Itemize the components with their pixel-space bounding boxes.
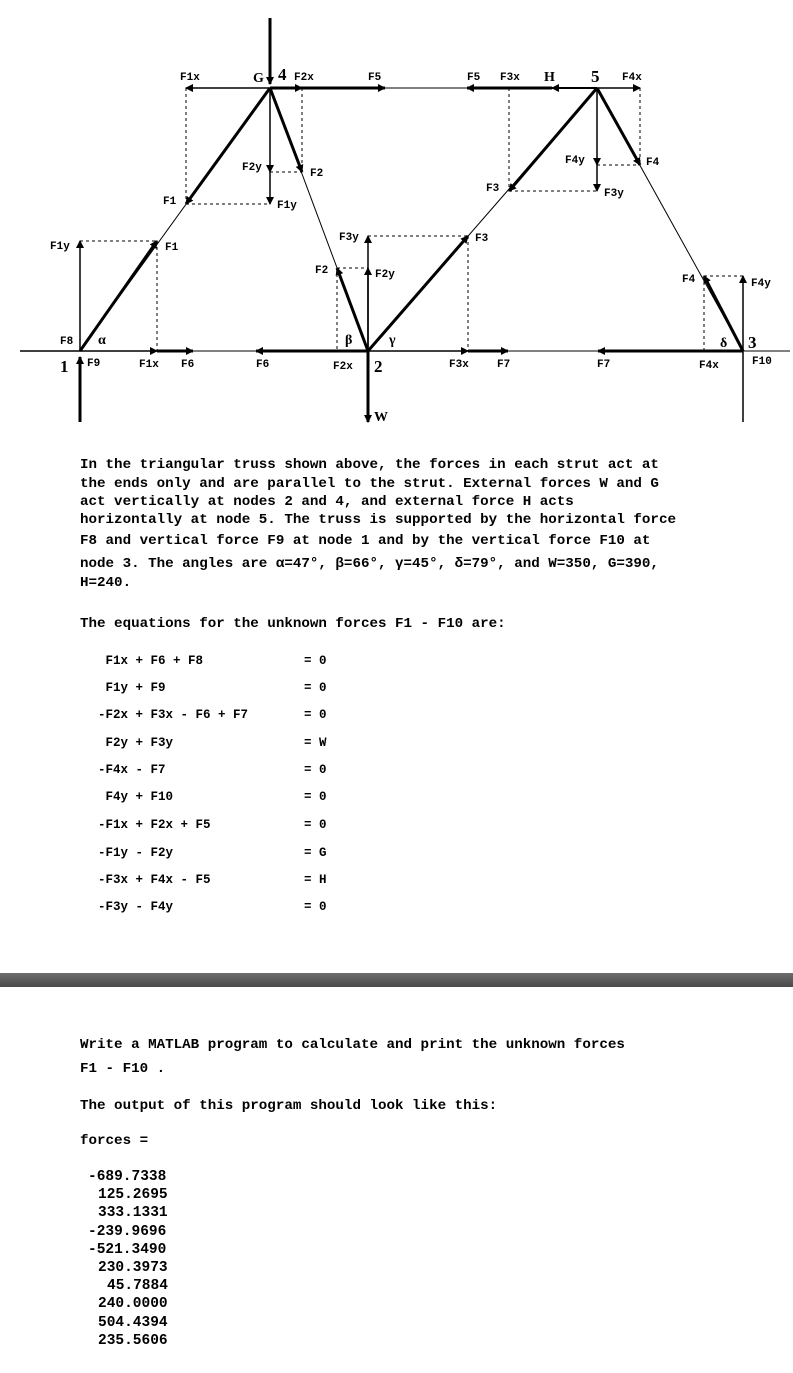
equation-rhs: = W [304, 736, 327, 750]
label-f5-left: F5 [368, 72, 382, 84]
external-force-h: H [544, 70, 555, 85]
angle-alpha: α [98, 333, 106, 348]
task-line-1: Write a MATLAB program to calculate and print the unknown forces [80, 1037, 625, 1053]
equation-rhs: = 0 [304, 681, 327, 695]
equation-rhs: = 0 [304, 763, 327, 777]
label-f1x-bot: F1x [139, 359, 159, 371]
equation-row [98, 790, 498, 810]
equation-row [98, 846, 498, 866]
equation-row [98, 736, 498, 756]
task-line-2: F1 - F10 . [80, 1061, 166, 1077]
equation-lhs: -F1y - F2y [98, 846, 174, 860]
external-force-w: W [374, 410, 388, 425]
problem-line-3: act vertically at nodes 2 and 4, and external force H acts [80, 494, 574, 510]
truss-members [20, 88, 790, 351]
angle-delta: δ [720, 336, 728, 351]
label-f3x-bot: F3x [449, 359, 469, 371]
label-f4x-bot: F4x [699, 360, 719, 372]
equation-row [98, 900, 498, 920]
equation-row [98, 681, 498, 701]
equation-row [98, 708, 498, 728]
node-1-label: 1 [60, 357, 69, 376]
equation-lhs: -F3x + F4x - F5 [98, 873, 211, 887]
output-value: 125.2695 [98, 1187, 168, 1204]
angle-gamma: γ [389, 333, 396, 348]
force-labels [50, 72, 772, 373]
label-f3y-a: F3y [604, 188, 624, 200]
equation-rhs: = G [304, 846, 327, 860]
node-2-label: 2 [374, 357, 383, 376]
node-5-label: 5 [591, 67, 600, 86]
label-f10: F10 [752, 356, 772, 368]
output-label: forces = [80, 1133, 149, 1149]
label-f1-b: F1 [165, 242, 179, 254]
label-f8: F8 [60, 336, 74, 348]
dashed-guides [80, 88, 743, 351]
output-values [80, 1168, 168, 1350]
label-f2x-bot: F2x [333, 361, 353, 373]
equation-row [98, 873, 498, 893]
equation-rhs: = 0 [304, 818, 327, 832]
equation-lhs: F1y + F9 [98, 681, 166, 695]
label-f9: F9 [87, 358, 101, 370]
problem-line-6: node 3. The angles are α=47°, β=66°, γ=45°, δ=79°, and W=350, G=390, [80, 556, 659, 572]
equation-lhs: F4y + F10 [98, 790, 174, 804]
equation-lhs: F2y + F3y [98, 736, 174, 750]
label-f4y-a: F4y [565, 155, 585, 167]
label-f7-b: F7 [597, 359, 611, 371]
equation-row [98, 818, 498, 838]
section-divider [0, 973, 793, 987]
output-value: 235.5606 [98, 1332, 168, 1349]
label-f1x-top: F1x [180, 72, 200, 84]
output-value: 333.1331 [98, 1205, 168, 1222]
output-value: 504.4394 [98, 1314, 168, 1331]
label-f1y-a: F1y [277, 200, 297, 212]
truss-diagram [0, 0, 793, 430]
label-f3-b: F3 [475, 233, 489, 245]
output-value: 45.7884 [107, 1278, 168, 1295]
label-f3x-top: F3x [500, 72, 520, 84]
equation-row [98, 763, 498, 783]
label-f6-a: F6 [181, 359, 195, 371]
equations-intro: The equations for the unknown forces F1 - F10 are: [80, 616, 506, 632]
label-f3y-b: F3y [339, 232, 359, 244]
label-f1y-b: F1y [50, 241, 70, 253]
equation-lhs: -F1x + F2x + F5 [98, 818, 211, 832]
equation-lhs: -F4x - F7 [98, 763, 166, 777]
label-f2x-top: F2x [294, 72, 314, 84]
label-f1-a: F1 [163, 196, 177, 208]
label-f5-right: F5 [467, 72, 481, 84]
output-value: 240.0000 [98, 1296, 168, 1313]
problem-line-5: F8 and vertical force F9 at node 1 and by the vertical force F10 at [80, 533, 651, 549]
label-f3-a: F3 [486, 183, 500, 195]
label-f6-b: F6 [256, 359, 270, 371]
node-4-label: 4 [278, 65, 287, 84]
equation-rhs: = H [304, 873, 327, 887]
problem-line-2: the ends only and are parallel to the strut. External forces W and G [80, 476, 659, 492]
label-f2y-a: F2y [242, 162, 262, 174]
equation-lhs: -F3y - F4y [98, 900, 174, 914]
equation-rhs: = 0 [304, 708, 327, 722]
output-value: -689.7338 [88, 1169, 167, 1185]
equation-rhs: = 0 [304, 900, 327, 914]
output-value: 230.3973 [98, 1259, 168, 1276]
node-3-label: 3 [748, 333, 757, 352]
equation-rhs: = 0 [304, 790, 327, 804]
output-value: -239.9696 [88, 1223, 167, 1240]
equation-rhs: = 0 [304, 654, 327, 668]
label-f2-a: F2 [310, 168, 324, 180]
external-force-g: G [253, 71, 264, 86]
label-f4-a: F4 [646, 157, 660, 169]
label-f4x-top: F4x [622, 72, 642, 84]
equation-row [98, 654, 498, 674]
label-f4y-b: F4y [751, 278, 771, 290]
label-f2y-b: F2y [375, 269, 395, 281]
output-intro: The output of this program should look like this: [80, 1098, 498, 1114]
angle-beta: β [345, 333, 353, 348]
equation-lhs: -F2x + F3x - F6 + F7 [98, 708, 249, 722]
problem-line-1: In the triangular truss shown above, the forces in each strut act at [80, 457, 659, 473]
label-f2-b: F2 [315, 265, 329, 277]
label-f4-b: F4 [682, 274, 696, 286]
label-f7-a: F7 [497, 359, 511, 371]
problem-line-7: H=240. [80, 575, 132, 591]
equation-lhs: F1x + F6 + F8 [98, 654, 204, 668]
output-value: -521.3490 [88, 1241, 167, 1258]
problem-line-4: horizontally at node 5. The truss is supported by the horizontal force [80, 512, 676, 528]
